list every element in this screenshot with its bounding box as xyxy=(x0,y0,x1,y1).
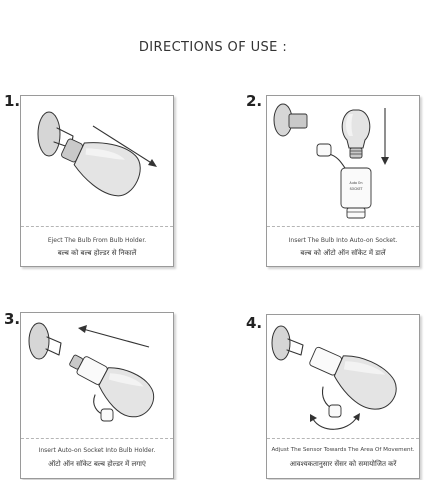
step-3-caption-en: Insert Auto-on Socket Into Bulb Holder. xyxy=(38,447,156,454)
step-2-caption-en: Insert The Bulb Into Auto-on Socket. xyxy=(288,237,398,244)
step-2-divider xyxy=(267,226,419,227)
step-4-caption-hi: आवश्यकतानुसार सेंसर को समायोजित करें xyxy=(289,460,397,468)
step-2-caption-hi: बल्ब को ऑटो ऑन सॉकेट में डालें xyxy=(300,249,386,257)
socket-label-1: Auto On xyxy=(349,181,363,185)
led-bulb-icon xyxy=(55,125,148,202)
step-1-caption-en: Eject The Bulb From Bulb Holder. xyxy=(47,237,147,244)
step-4-caption-en: Adjust The Sensor Towards The Area Of Movement. xyxy=(271,447,415,453)
step-4-number: 4. xyxy=(246,314,263,332)
step-3-illustration xyxy=(21,313,173,438)
step-4-illustration xyxy=(267,315,419,440)
step-1-caption-hi: बल्ब को बल्ब होल्डर से निकालें xyxy=(57,249,137,257)
step-1-divider xyxy=(21,226,173,227)
insert-arrow-icon xyxy=(78,325,149,347)
socket-label-2: SOCKET xyxy=(349,187,363,191)
bulb-holder-plate xyxy=(272,326,290,360)
step-3-card xyxy=(20,312,174,479)
step-4-card xyxy=(266,314,420,479)
led-bulb-icon xyxy=(342,110,370,158)
step-3-divider xyxy=(21,438,173,439)
step-3-number: 3. xyxy=(4,310,21,328)
step-1-card xyxy=(20,95,174,267)
bulb-holder-plate xyxy=(38,112,60,156)
step-3-caption-hi: ऑटो ऑन सॉकेट बल्ब होल्डर में लगाएं xyxy=(48,460,146,468)
auto-on-socket-icon xyxy=(341,168,371,218)
step-2-card xyxy=(266,95,420,267)
step-1-illustration xyxy=(21,96,173,224)
step-4-divider xyxy=(267,438,419,439)
step-2-illustration xyxy=(267,96,419,224)
directions-title: DIRECTIONS OF USE : xyxy=(138,40,288,55)
sensor-icon xyxy=(329,405,341,417)
step-1-number: 1. xyxy=(4,92,21,110)
insert-arrow-icon xyxy=(381,108,389,165)
sensor-icon xyxy=(101,409,113,421)
step-2-number: 2. xyxy=(246,92,263,110)
bulb-holder-plate xyxy=(29,323,49,359)
